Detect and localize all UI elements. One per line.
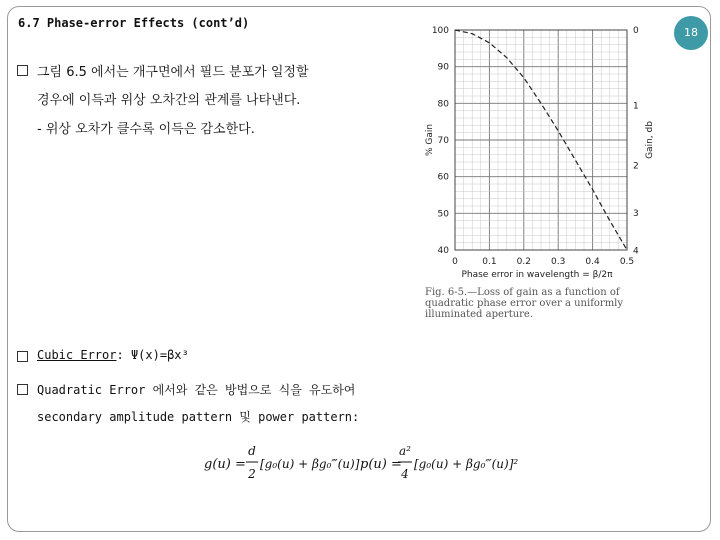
y-right-tick-label: 2 [633, 161, 639, 172]
y-axis-label: % Gain [425, 123, 435, 157]
cubic-error-formula: Ψ(x)=βx³ [130, 348, 189, 362]
eq-g-frac-num: d [248, 444, 256, 458]
x-tick-label: 0.4 [585, 257, 600, 267]
y-tick-label: 90 [437, 62, 449, 73]
y-tick-label: 100 [431, 26, 449, 36]
quadratic-line-2: secondary amplitude pattern 및 power pattern: [37, 410, 360, 424]
x-axis-label: Phase error in wavelength = β/2π [461, 270, 613, 280]
eq-p-frac-den: 4 [401, 467, 409, 481]
x-tick-label: 0.2 [516, 257, 531, 267]
gain-vs-phase-error-chart [415, 10, 665, 322]
y-right-axis-label: Gain, db [645, 121, 655, 159]
eq-p-bracket: [g₀(u) + βg₀‴(u)]² [414, 457, 519, 471]
y-tick-label: 60 [437, 172, 449, 183]
eq-g-bracket: [g₀(u) + βg₀‴(u)] [260, 457, 360, 471]
cubic-error-sep: : [116, 348, 124, 362]
x-tick-label: 0.1 [482, 257, 497, 267]
bullet-square-icon [17, 384, 28, 395]
eq-g-lhs: g(u) = [204, 457, 246, 472]
bullet-text-3: - 위상 오차가 클수록 이득은 감소한다. [37, 122, 255, 137]
page-number-badge: 18 [674, 16, 708, 50]
figure-caption: Fig. 6-5.—Loss of gain as a function of quadratic phase error over a uniformly illuminated aperture. [425, 287, 624, 320]
y-right-tick-label: 3 [633, 208, 639, 219]
y-right-tick-label: 4 [633, 246, 639, 257]
eq-g-frac-den: 2 [248, 467, 256, 481]
y-tick-label: 40 [437, 246, 449, 256]
cubic-error-line [37, 348, 189, 362]
bullet-square-icon [17, 351, 28, 362]
power-pattern-equation [200, 440, 520, 486]
bullet-text-2: 경우에 이득과 위상 오차간의 관계를 나타낸다. [37, 93, 301, 108]
y-right-tick-label: 1 [633, 101, 639, 112]
x-tick-label: 0.5 [619, 257, 635, 267]
bullet-text-1: 그림 6.5 에서는 개구면에서 필드 분포가 일정할 [37, 65, 309, 80]
cubic-error-label: Cubic Error [37, 348, 117, 362]
eq-p-lhs: p(u) = [360, 457, 402, 472]
slide-title: 6.7 Phase-error Effects (cont’d) [18, 16, 250, 30]
eq-p-frac-num: a² [399, 444, 411, 458]
y-tick-label: 80 [437, 99, 449, 110]
y-right-tick-label: 0 [633, 26, 639, 36]
x-tick-label: 0 [452, 257, 458, 267]
quadratic-line-1: Quadratic Error 에서와 같은 방법으로 식을 유도하여 [37, 383, 356, 397]
bullet-square-icon [17, 65, 28, 76]
x-tick-label: 0.3 [551, 257, 566, 267]
y-tick-label: 70 [437, 136, 449, 146]
y-tick-label: 50 [437, 209, 449, 220]
